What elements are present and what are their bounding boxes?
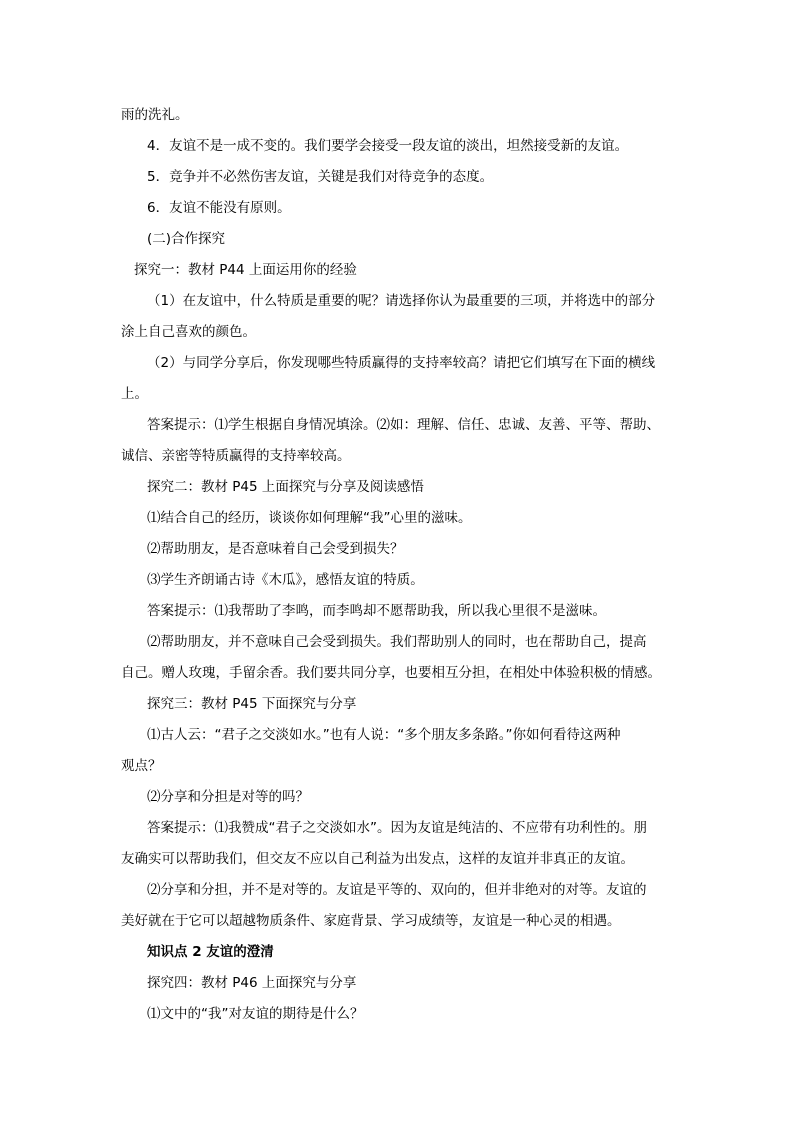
inquiry-2-answer-2: ⑵帮助朋友，并不意味自己会受到损失。我们帮助别人的同时，也在帮助自己，提高 [147, 634, 647, 650]
paragraph-line: 雨的洗礼。 [121, 107, 189, 123]
inquiry-2-question-3: ⑶学生齐朗诵古诗《木瓜》，感悟友谊的特质。 [147, 572, 424, 588]
inquiry-2-answer-1: 答案提示：⑴我帮助了李鸣，而李鸣却不愿帮助我，所以我心里很不是滋味。 [147, 603, 606, 619]
inquiry-3-question-1-cont: 观点？ [121, 758, 162, 774]
inquiry-2-question-1: ⑴结合自己的经历，谈谈你如何理解“我”心里的滋味。 [147, 510, 472, 526]
point-6: 6．友谊不能没有原则。 [147, 200, 291, 216]
inquiry-3-title: 探究三：教材 P45 下面探究与分享 [147, 696, 357, 712]
inquiry-3-answer-1-cont: 友确实可以帮助我们，但交友不应以自己利益为出发点，这样的友谊并非真正的友谊。 [121, 851, 634, 867]
inquiry-4-question-1: ⑴文中的“我”对友谊的期待是什么？ [147, 1006, 364, 1022]
inquiry-1-question-2-cont: 上。 [121, 386, 148, 402]
point-4: 4．友谊不是一成不变的。我们要学会接受一段友谊的淡出，坦然接受新的友谊。 [147, 138, 629, 154]
inquiry-1-answer: 答案提示：⑴学生根据自身情况填涂。⑵如：理解、信任、忠诚、友善、平等、帮助、 [147, 417, 660, 433]
point-5: 5．竞争并不必然伤害友谊，关键是我们对待竞争的态度。 [147, 169, 494, 185]
inquiry-3-answer-2-cont: 美好就在于它可以超越物质条件、家庭背景、学习成绩等，友谊是一种心灵的相遇。 [121, 913, 621, 929]
inquiry-3-answer-2: ⑵分享和分担，并不是对等的。友谊是平等的、双向的，但并非绝对的对等。友谊的 [147, 882, 647, 898]
inquiry-2-question-2: ⑵帮助朋友，是否意味着自己会受到损失？ [147, 541, 404, 557]
inquiry-3-question-1: ⑴古人云：“君子之交淡如水。”也有人说：“多个朋友多条路。”你如何看待这两种 [147, 727, 621, 743]
inquiry-1-question-1: （1）在友谊中，什么特质是重要的呢？请选择你认为最重要的三项，并将选中的部分 [147, 293, 656, 309]
inquiry-4-title: 探究四：教材 P46 上面探究与分享 [147, 975, 357, 991]
section-heading: (二)合作探究 [147, 231, 226, 247]
inquiry-1-answer-cont: 诚信、亲密等特质赢得的支持率较高。 [121, 448, 351, 464]
inquiry-2-answer-2-cont: 自己。赠人玫瑰，手留余香。我们要共同分享，也要相互分担，在相处中体验积极的情感。 [121, 665, 661, 681]
inquiry-1-question-2: （2）与同学分享后，你发现哪些特质赢得的支持率较高？请把它们填写在下面的横线 [147, 355, 656, 371]
inquiry-2-title: 探究二：教材 P45 上面探究与分享及阅读感悟 [147, 479, 424, 495]
inquiry-3-answer-1: 答案提示：⑴我赞成“君子之交淡如水”。因为友谊是纯洁的、不应带有功利性的。朋 [147, 820, 647, 836]
inquiry-1-title: 探究一：教材 P44 上面运用你的经验 [134, 262, 357, 278]
inquiry-1-question-1-cont: 涂上自己喜欢的颜色。 [121, 324, 256, 340]
inquiry-3-question-2: ⑵分享和分担是对等的吗？ [147, 789, 309, 805]
knowledge-point-heading: 知识点 2 友谊的澄清 [147, 944, 274, 960]
